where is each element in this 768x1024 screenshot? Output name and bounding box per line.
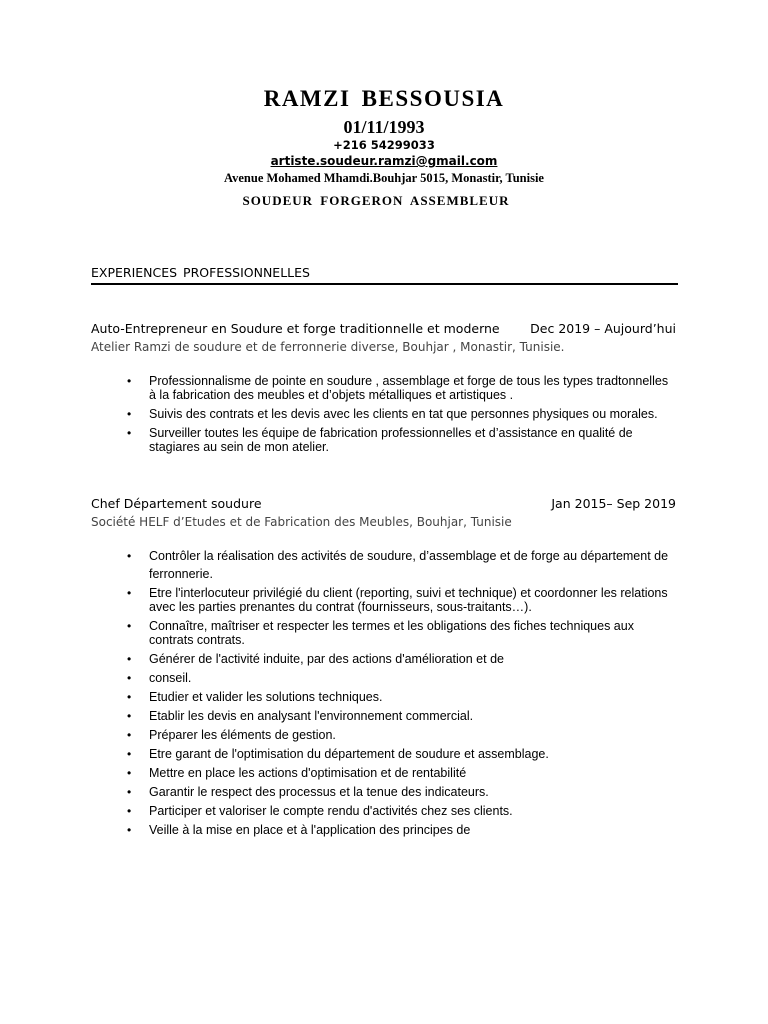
- bullet-icon: •: [127, 804, 132, 818]
- list-item: • Connaître, maîtriser et respecter les termes et les obligations des fiches techniques aux contrats contrats.: [127, 619, 634, 647]
- list-item: • Etablir les devis en analysant l'environnement commercial.: [127, 709, 474, 723]
- bullet-icon: •: [127, 671, 132, 685]
- bullet-icon: •: [127, 709, 132, 723]
- date-of-birth: 01/11/1993: [343, 117, 425, 137]
- candidate-name: RAMZI BESSOUSIA: [263, 86, 505, 111]
- list-item: ferronnerie.: [149, 567, 213, 581]
- bullet-icon: •: [127, 652, 132, 666]
- list-item: • conseil.: [127, 671, 192, 685]
- bullet-icon: •: [127, 690, 132, 704]
- job-2-title: Chef Département soudure: [91, 496, 262, 511]
- bullet-icon: •: [127, 619, 132, 633]
- job-2-company: Société HELF d’Etudes et de Fabrication des Meubles, Bouhjar, Tunisie: [91, 515, 512, 529]
- list-item: • Surveiller toutes les équipe de fabrication professionnelles et d’assistance en qualité de stagiares au sein de mon atelier.: [127, 426, 633, 454]
- job-1-bullet-list: [125, 374, 670, 459]
- list-item: • Etre l'interlocuteur privilégié du client (reporting, suivi et technique) et coordonner les relations avec les parties prenantes du contrat (fournisseurs, sous-traitants…).: [127, 586, 668, 614]
- job-1-company: Atelier Ramzi de soudure et de ferronnerie diverse, Bouhjar , Monastir, Tunisie.: [91, 340, 565, 354]
- section-heading-experiences: EXPERIENCES PROFESSIONNELLES: [91, 265, 678, 285]
- bullet-icon: •: [127, 407, 132, 421]
- list-item: • Etudier et valider les solutions techniques.: [127, 690, 383, 704]
- list-item: • Préparer les éléments de gestion.: [127, 728, 336, 742]
- phone-number: +216 54299033: [333, 138, 435, 152]
- bullet-icon: •: [127, 747, 132, 761]
- list-item: • Etre garant de l'optimisation du département de soudure et assemblage.: [127, 747, 549, 761]
- bullet-icon: •: [127, 823, 132, 837]
- list-item: • Participer et valoriser le compte rendu d'activités chez ses clients.: [127, 804, 513, 818]
- job-1-dates: Dec 2019 – Aujourd’hui: [530, 321, 676, 336]
- list-item: • Contrôler la réalisation des activités de soudure, d’assemblage et de forge au département de: [127, 549, 669, 563]
- postal-address: Avenue Mohamed Mhamdi.Bouhjar 5015, Monastir, Tunisie: [224, 171, 544, 185]
- bullet-icon: •: [127, 426, 132, 440]
- bullet-icon: •: [127, 549, 132, 563]
- bullet-icon: •: [127, 728, 132, 742]
- bullet-icon: •: [127, 785, 132, 799]
- email-address: artiste.soudeur.ramzi@gmail.com: [270, 154, 498, 168]
- list-item: • Garantir le respect des processus et la tenue des indicateurs.: [127, 785, 489, 799]
- list-item: • Veille à la mise en place et à l'application des principes de: [127, 823, 471, 837]
- job-2-bullet-list: [125, 549, 670, 842]
- job-2-dates: Jan 2015– Sep 2019: [551, 496, 676, 511]
- bullet-icon: •: [127, 374, 132, 388]
- list-item: • Mettre en place les actions d'optimisation et de rentabilité: [127, 766, 467, 780]
- job-title-headline: SOUDEUR FORGERON ASSEMBLEUR: [242, 193, 510, 208]
- bullet-icon: •: [127, 586, 132, 600]
- list-item: • Suivis des contrats et les devis avec les clients en tat que personnes physiques ou morales.: [127, 407, 658, 421]
- list-item: • Générer de l'activité induite, par des actions d'amélioration et de: [127, 652, 504, 666]
- job-1-title: Auto-Entrepreneur en Soudure et forge traditionnelle et moderne: [91, 321, 500, 336]
- list-item: • Professionnalisme de pointe en soudure , assemblage et forge de tous les types tradtonnelles à la fabrication des meubles et d’objets métalliques et artistiques .: [127, 374, 669, 402]
- bullet-icon: •: [127, 766, 132, 780]
